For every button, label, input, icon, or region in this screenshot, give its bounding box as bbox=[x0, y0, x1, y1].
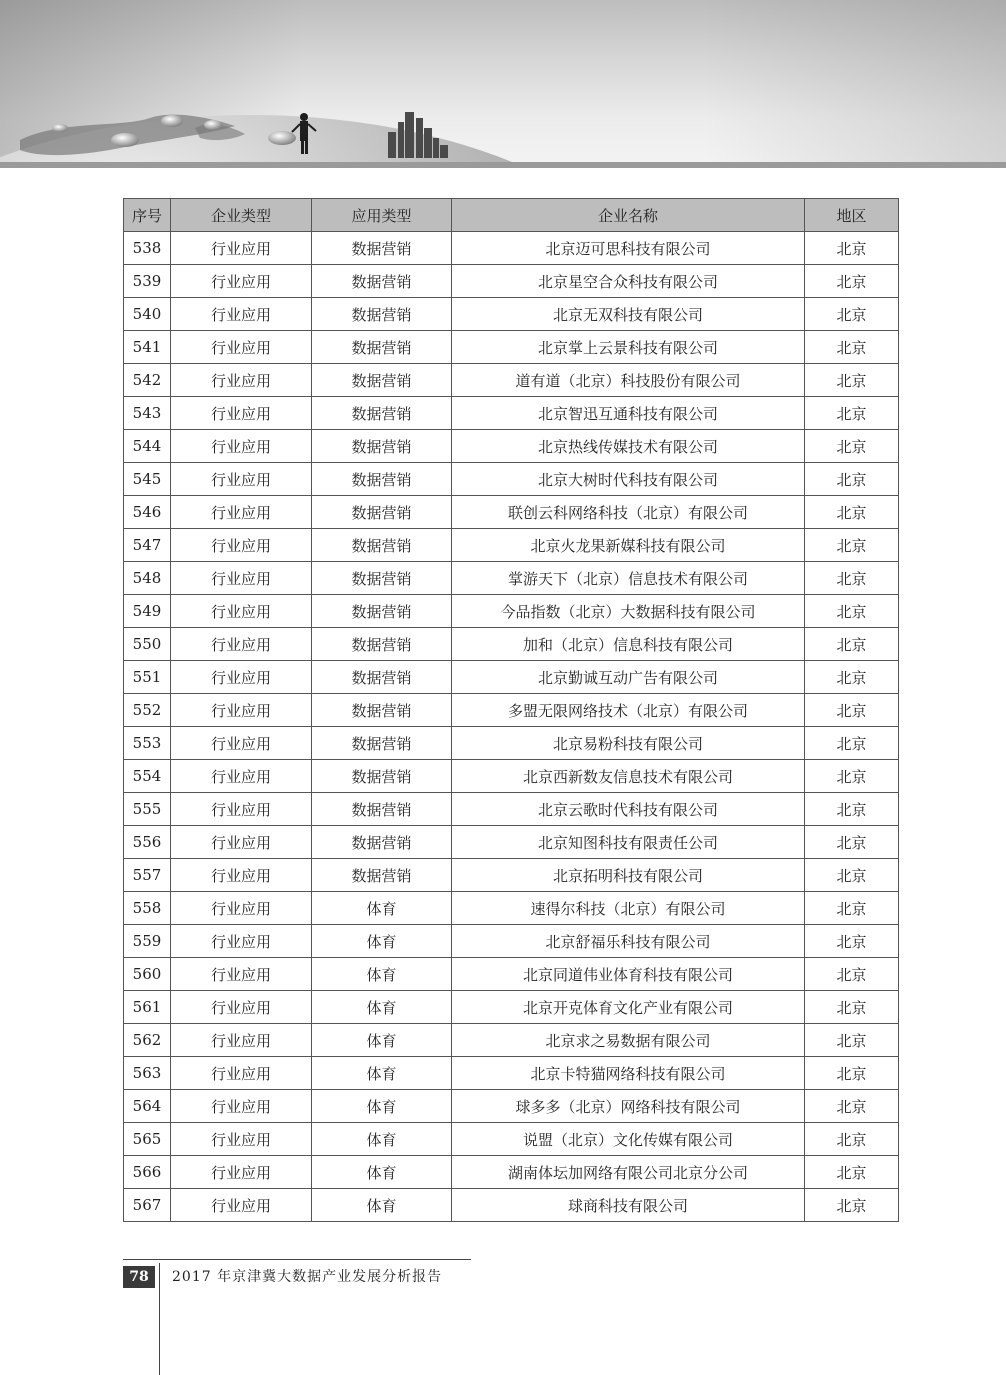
cell-application-type: 数据营销 bbox=[312, 760, 452, 793]
table-row bbox=[124, 628, 899, 661]
cell-serial: 544 bbox=[124, 430, 171, 463]
banner-bottom-band bbox=[0, 162, 1006, 168]
table-row bbox=[124, 661, 899, 694]
table-row bbox=[124, 727, 899, 760]
footer-vertical-rule bbox=[159, 1263, 160, 1375]
cell-company-type: 行业应用 bbox=[171, 991, 312, 1024]
table-row bbox=[124, 529, 899, 562]
cell-application-type: 数据营销 bbox=[312, 859, 452, 892]
cell-application-type: 体育 bbox=[312, 1156, 452, 1189]
cell-serial: 566 bbox=[124, 1156, 171, 1189]
globe-cityscape-illustration bbox=[0, 0, 1006, 168]
cell-region: 北京 bbox=[805, 265, 899, 298]
cell-serial: 565 bbox=[124, 1123, 171, 1156]
cell-serial: 558 bbox=[124, 892, 171, 925]
cell-application-type: 数据营销 bbox=[312, 430, 452, 463]
cell-application-type: 数据营销 bbox=[312, 793, 452, 826]
cell-application-type: 数据营销 bbox=[312, 397, 452, 430]
cell-company-name: 北京无双科技有限公司 bbox=[452, 298, 805, 331]
cell-region: 北京 bbox=[805, 463, 899, 496]
cell-application-type: 体育 bbox=[312, 1024, 452, 1057]
cell-region: 北京 bbox=[805, 826, 899, 859]
cell-region: 北京 bbox=[805, 496, 899, 529]
page-number: 78 bbox=[123, 1266, 155, 1288]
cell-serial: 539 bbox=[124, 265, 171, 298]
cell-company-type: 行业应用 bbox=[171, 925, 312, 958]
cell-serial: 541 bbox=[124, 331, 171, 364]
table-row bbox=[124, 1156, 899, 1189]
cell-region: 北京 bbox=[805, 430, 899, 463]
cell-application-type: 数据营销 bbox=[312, 364, 452, 397]
cell-region: 北京 bbox=[805, 562, 899, 595]
cell-application-type: 数据营销 bbox=[312, 232, 452, 265]
cell-application-type: 体育 bbox=[312, 892, 452, 925]
cell-application-type: 数据营销 bbox=[312, 298, 452, 331]
cell-region: 北京 bbox=[805, 694, 899, 727]
cell-company-name: 今品指数（北京）大数据科技有限公司 bbox=[452, 595, 805, 628]
cell-company-type: 行业应用 bbox=[171, 1123, 312, 1156]
cell-application-type: 数据营销 bbox=[312, 661, 452, 694]
table-row bbox=[124, 1189, 899, 1222]
cell-company-name: 北京掌上云景科技有限公司 bbox=[452, 331, 805, 364]
cell-company-name: 湖南体坛加网络有限公司北京分公司 bbox=[452, 1156, 805, 1189]
cell-region: 北京 bbox=[805, 628, 899, 661]
cell-company-name: 北京智迅互通科技有限公司 bbox=[452, 397, 805, 430]
cell-company-name: 北京拓明科技有限公司 bbox=[452, 859, 805, 892]
cell-application-type: 体育 bbox=[312, 958, 452, 991]
cell-company-name: 北京舒福乐科技有限公司 bbox=[452, 925, 805, 958]
cell-company-name: 北京勤诚互动广告有限公司 bbox=[452, 661, 805, 694]
cell-company-name: 北京迈可思科技有限公司 bbox=[452, 232, 805, 265]
header-application-type: 应用类型 bbox=[312, 199, 452, 232]
cell-application-type: 体育 bbox=[312, 1123, 452, 1156]
cell-company-name: 北京星空合众科技有限公司 bbox=[452, 265, 805, 298]
enterprise-table bbox=[123, 198, 899, 1222]
cell-application-type: 体育 bbox=[312, 991, 452, 1024]
cell-serial: 567 bbox=[124, 1189, 171, 1222]
header-company-name: 企业名称 bbox=[452, 199, 805, 232]
cell-company-name: 速得尔科技（北京）有限公司 bbox=[452, 892, 805, 925]
cell-company-type: 行业应用 bbox=[171, 661, 312, 694]
cell-company-type: 行业应用 bbox=[171, 760, 312, 793]
cell-company-name: 北京云歌时代科技有限公司 bbox=[452, 793, 805, 826]
cell-serial: 551 bbox=[124, 661, 171, 694]
cell-serial: 564 bbox=[124, 1090, 171, 1123]
header-company-type: 企业类型 bbox=[171, 199, 312, 232]
cell-company-type: 行业应用 bbox=[171, 892, 312, 925]
cell-region: 北京 bbox=[805, 1024, 899, 1057]
cell-region: 北京 bbox=[805, 232, 899, 265]
cell-application-type: 体育 bbox=[312, 925, 452, 958]
cell-company-type: 行业应用 bbox=[171, 397, 312, 430]
cell-serial: 545 bbox=[124, 463, 171, 496]
cell-company-type: 行业应用 bbox=[171, 628, 312, 661]
cell-company-name: 北京大树时代科技有限公司 bbox=[452, 463, 805, 496]
cell-company-type: 行业应用 bbox=[171, 694, 312, 727]
table-header-row bbox=[124, 199, 899, 232]
cell-company-type: 行业应用 bbox=[171, 463, 312, 496]
cell-application-type: 数据营销 bbox=[312, 727, 452, 760]
cell-serial: 543 bbox=[124, 397, 171, 430]
cell-company-type: 行业应用 bbox=[171, 793, 312, 826]
cell-serial: 556 bbox=[124, 826, 171, 859]
cell-company-type: 行业应用 bbox=[171, 331, 312, 364]
cell-application-type: 体育 bbox=[312, 1189, 452, 1222]
table-row bbox=[124, 958, 899, 991]
header-region: 地区 bbox=[805, 199, 899, 232]
cell-application-type: 数据营销 bbox=[312, 826, 452, 859]
table-row bbox=[124, 760, 899, 793]
table-row bbox=[124, 595, 899, 628]
cell-application-type: 数据营销 bbox=[312, 595, 452, 628]
cell-company-name: 球商科技有限公司 bbox=[452, 1189, 805, 1222]
cell-application-type: 数据营销 bbox=[312, 628, 452, 661]
table-row bbox=[124, 364, 899, 397]
cell-serial: 552 bbox=[124, 694, 171, 727]
cell-application-type: 数据营销 bbox=[312, 562, 452, 595]
table-row bbox=[124, 826, 899, 859]
cell-serial: 542 bbox=[124, 364, 171, 397]
table-row bbox=[124, 892, 899, 925]
cell-company-name: 掌游天下（北京）信息技术有限公司 bbox=[452, 562, 805, 595]
table-row bbox=[124, 694, 899, 727]
cell-company-name: 球多多（北京）网络科技有限公司 bbox=[452, 1090, 805, 1123]
table-row bbox=[124, 496, 899, 529]
cell-region: 北京 bbox=[805, 595, 899, 628]
cell-serial: 538 bbox=[124, 232, 171, 265]
cell-company-type: 行业应用 bbox=[171, 529, 312, 562]
table-row bbox=[124, 1090, 899, 1123]
cell-company-type: 行业应用 bbox=[171, 298, 312, 331]
table-row bbox=[124, 562, 899, 595]
cell-serial: 557 bbox=[124, 859, 171, 892]
table-row bbox=[124, 232, 899, 265]
cell-region: 北京 bbox=[805, 397, 899, 430]
cell-application-type: 体育 bbox=[312, 1090, 452, 1123]
cell-application-type: 体育 bbox=[312, 1057, 452, 1090]
cell-serial: 548 bbox=[124, 562, 171, 595]
cell-company-name: 北京同道伟业体育科技有限公司 bbox=[452, 958, 805, 991]
cell-serial: 540 bbox=[124, 298, 171, 331]
cell-company-type: 行业应用 bbox=[171, 958, 312, 991]
cell-company-name: 加和（北京）信息科技有限公司 bbox=[452, 628, 805, 661]
table-row bbox=[124, 859, 899, 892]
cell-company-type: 行业应用 bbox=[171, 859, 312, 892]
cell-company-type: 行业应用 bbox=[171, 826, 312, 859]
cell-region: 北京 bbox=[805, 1156, 899, 1189]
cell-application-type: 数据营销 bbox=[312, 331, 452, 364]
cell-company-name: 说盟（北京）文化传媒有限公司 bbox=[452, 1123, 805, 1156]
cell-region: 北京 bbox=[805, 1189, 899, 1222]
cell-region: 北京 bbox=[805, 958, 899, 991]
cell-serial: 560 bbox=[124, 958, 171, 991]
cell-serial: 555 bbox=[124, 793, 171, 826]
cell-application-type: 数据营销 bbox=[312, 496, 452, 529]
table-row bbox=[124, 430, 899, 463]
cell-region: 北京 bbox=[805, 727, 899, 760]
cell-company-name: 北京求之易数据有限公司 bbox=[452, 1024, 805, 1057]
cell-company-name: 道有道（北京）科技股份有限公司 bbox=[452, 364, 805, 397]
cell-company-type: 行业应用 bbox=[171, 232, 312, 265]
cell-serial: 553 bbox=[124, 727, 171, 760]
table-row bbox=[124, 793, 899, 826]
cell-company-type: 行业应用 bbox=[171, 1156, 312, 1189]
cell-company-name: 北京火龙果新媒科技有限公司 bbox=[452, 529, 805, 562]
cell-serial: 554 bbox=[124, 760, 171, 793]
cell-region: 北京 bbox=[805, 661, 899, 694]
cell-serial: 547 bbox=[124, 529, 171, 562]
cell-company-type: 行业应用 bbox=[171, 1024, 312, 1057]
cell-company-type: 行业应用 bbox=[171, 1090, 312, 1123]
cell-application-type: 数据营销 bbox=[312, 529, 452, 562]
cell-region: 北京 bbox=[805, 925, 899, 958]
footer-rule bbox=[123, 1259, 471, 1260]
cell-application-type: 数据营销 bbox=[312, 463, 452, 496]
cell-serial: 546 bbox=[124, 496, 171, 529]
table-row bbox=[124, 991, 899, 1024]
cell-company-type: 行业应用 bbox=[171, 562, 312, 595]
cell-company-name: 北京热线传媒技术有限公司 bbox=[452, 430, 805, 463]
report-title: 2017 年京津冀大数据产业发展分析报告 bbox=[172, 1269, 443, 1285]
table-row bbox=[124, 1057, 899, 1090]
cell-serial: 561 bbox=[124, 991, 171, 1024]
cell-region: 北京 bbox=[805, 793, 899, 826]
cell-company-name: 北京知图科技有限责任公司 bbox=[452, 826, 805, 859]
header-banner bbox=[0, 0, 1006, 168]
table-row bbox=[124, 265, 899, 298]
cell-company-type: 行业应用 bbox=[171, 265, 312, 298]
table-row bbox=[124, 331, 899, 364]
cell-region: 北京 bbox=[805, 1057, 899, 1090]
cell-region: 北京 bbox=[805, 331, 899, 364]
table-row bbox=[124, 1123, 899, 1156]
cell-company-type: 行业应用 bbox=[171, 595, 312, 628]
cell-company-name: 联创云科网络科技（北京）有限公司 bbox=[452, 496, 805, 529]
header-serial: 序号 bbox=[124, 199, 171, 232]
cell-region: 北京 bbox=[805, 859, 899, 892]
cell-company-type: 行业应用 bbox=[171, 727, 312, 760]
table-body bbox=[124, 232, 899, 1222]
orb-marker bbox=[111, 133, 139, 147]
cell-region: 北京 bbox=[805, 364, 899, 397]
cell-region: 北京 bbox=[805, 298, 899, 331]
cell-region: 北京 bbox=[805, 760, 899, 793]
cell-company-name: 北京开克体育文化产业有限公司 bbox=[452, 991, 805, 1024]
cell-company-name: 北京易粉科技有限公司 bbox=[452, 727, 805, 760]
cell-region: 北京 bbox=[805, 1123, 899, 1156]
cell-company-name: 多盟无限网络技术（北京）有限公司 bbox=[452, 694, 805, 727]
cell-serial: 559 bbox=[124, 925, 171, 958]
cell-application-type: 数据营销 bbox=[312, 694, 452, 727]
cell-company-type: 行业应用 bbox=[171, 430, 312, 463]
cell-region: 北京 bbox=[805, 991, 899, 1024]
cell-serial: 550 bbox=[124, 628, 171, 661]
table-row bbox=[124, 463, 899, 496]
cell-serial: 549 bbox=[124, 595, 171, 628]
cell-region: 北京 bbox=[805, 529, 899, 562]
cell-company-type: 行业应用 bbox=[171, 496, 312, 529]
cell-company-type: 行业应用 bbox=[171, 1057, 312, 1090]
cell-company-type: 行业应用 bbox=[171, 1189, 312, 1222]
cell-company-type: 行业应用 bbox=[171, 364, 312, 397]
cell-region: 北京 bbox=[805, 1090, 899, 1123]
table-row bbox=[124, 925, 899, 958]
cell-serial: 563 bbox=[124, 1057, 171, 1090]
cell-company-name: 北京卡特猫网络科技有限公司 bbox=[452, 1057, 805, 1090]
cell-application-type: 数据营销 bbox=[312, 265, 452, 298]
table-row bbox=[124, 1024, 899, 1057]
cell-serial: 562 bbox=[124, 1024, 171, 1057]
cell-company-name: 北京西新数友信息技术有限公司 bbox=[452, 760, 805, 793]
cell-region: 北京 bbox=[805, 892, 899, 925]
table-row bbox=[124, 397, 899, 430]
table-row bbox=[124, 298, 899, 331]
